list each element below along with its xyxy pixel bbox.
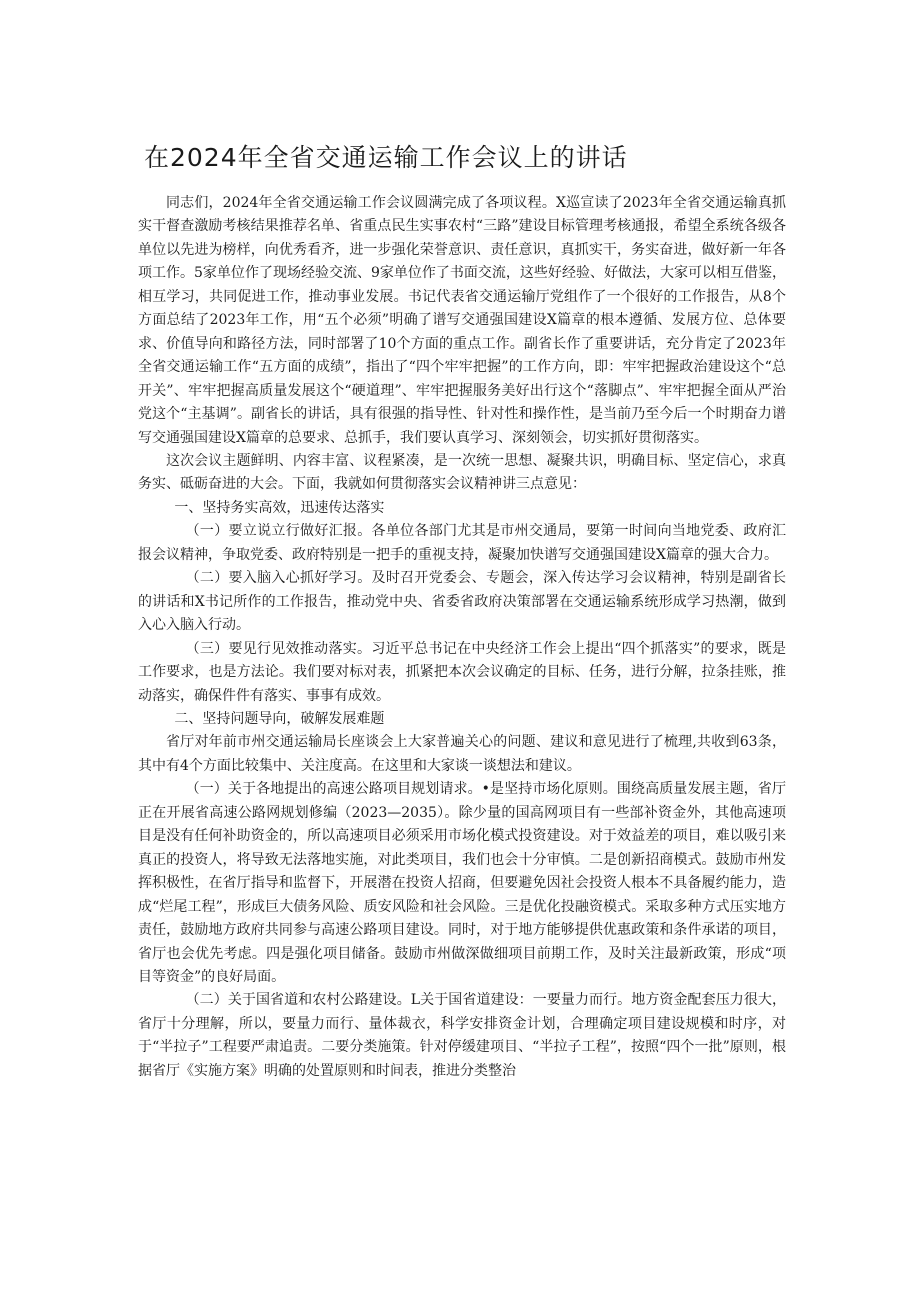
document-title: 在2024年全省交通运输工作会议上的讲话 [144,143,628,172]
paragraph-2-2: （二）关于国省道和农村公路建设。L关于国省道建设：一要量力而行。地方资金配套压力很大，省厅十分理解，所以，要量力而行、量体裁衣，科学安排资金计划，合理确定项目建设规模和时序，对于“半拉子”工程要严肃追责。二要分类施策。针对停缓建项目、“半拉子工程”，按照“四个一批”原则，根据省厅《实施方案》明确的处置原则和时间表，推进分类整治 [138,992,786,1079]
paragraph-opening: 同志们，2024年全省交通运输工作会议圆满完成了各项议程。X巡宣读了2023年全省交通运输真抓实干督查激励考核结果推荐名单、省重点民生实事农村“三路”建设目标管理考核通报，希望全系统各级各单位以先进为榜样，向优秀看齐，进一步强化荣誉意识、责任意识，真抓实干，务实奋进，做好新一年各项工作。5家单位作了现场经验交流、9家单位作了书面交流，这些好经验、好做法，大家可以相互借鉴，相互学习，共同促进工作，推动事业发展。书记代表省交通运输厅党组作了一个很好的工作报告，从8个方面总结了2023年工作，用“五个必须”明确了谱写交通强国建设X篇章的根本遵循、发展方位、总体要求、价值导向和路径方法，同时部署了10个方面的重点工作。副省长作了重要讲话，充分肯定了2023年全省交通运输工作“五方面的成绩”，指出了“四个牢牢把握”的工作方向，即：牢牢把握政治建设这个“总开关”、牢牢把握高质量发展这个“硬道理”、牢牢把握服务美好出行这个“落脚点”、牢牢把握全面从严治党这个“主基调”。副省长的讲话，具有很强的指导性、针对性和操作性，是当前乃至今后一个时期奋力谱写交通强国建设X篇章的总要求、总抓手，我们要认真学习、深刻领会，切实抓好贯彻落实。 [138,195,786,446]
paragraph-2-1: （一）关于各地提出的高速公路项目规划请求。•是坚持市场化原则。围绕高质量发展主题，省厅正在开展省高速公路网规划修编（2023—2035）。除少量的国高网项目有一些部补资金外，其他高速项目是没有任何补助资金的，所以高速项目必须采用市场化模式投资建设。对于效益差的项目，难以吸引来真正的投资人，将导致无法落地实施，对此类项目，我们也会十分审慎。二是创新招商模式。鼓励市州发挥积极性，在省厅指导和监督下，开展潜在投资人招商，但要避免因社会投资人根本不具备履约能力，造成“烂尾工程”，形成巨大债务风险、质安风险和社会风险。三是优化投融资模式。采取多种方式压实地方责任，鼓励地方政府共同参与高速公路项目建设。同时，对于地方能够提供优惠政策和条件承诺的项目，省厅也会优先考虑。四是强化项目储备。鼓励市州做深做细项目前期工作，及时关注最新政策，形成“项目等资金”的良好局面。 [138,781,786,985]
paragraph-2-intro: 省厅对年前市州交通运输局长座谈会上大家普遍关心的问题、建议和意见进行了梳理,共收到63条，其中有4个方面比较集中、关注度高。在这里和大家谈一谈想法和建议。 [138,734,786,774]
paragraph-1-2: （二）要入脑入心抓好学习。及时召开党委会、专题会，深入传达学习会议精神，特别是副省长的讲话和X书记所作的工作报告，推动党中央、省委省政府决策部署在交通运输系统形成学习热潮，做到入心入脑入行动。 [138,570,786,634]
section-heading-1: 一、坚持务实高效，迅速传达落实 [174,499,385,516]
paragraph-meeting-summary: 这次会议主题鲜明、内容丰富、议程紧凑，是一次统一思想、凝聚共识，明确目标、坚定信心，求真务实、砥砺奋进的大会。下面，我就如何贯彻落实会议精神讲三点意见： [138,452,786,493]
section-heading-2: 二、坚持问题导向，破解发展难题 [174,710,385,727]
paragraph-1-3: （三）要见行见效推动落实。习近平总书记在中央经济工作会上提出“四个抓落实”的要求，既是工作要求，也是方法论。我们要对标对表，抓紧把本次会议确定的目标、任务，进行分解，拉条挂账，推动落实，确保件件有落实、事事有成效。 [138,640,786,704]
document-page [138,140,786,1083]
paragraph-1-1: （一）要立说立行做好汇报。各单位各部门尤其是市州交通局，要第一时间向当地党委、政府汇报会议精神，争取党委、政府特别是一把手的重视支持，凝聚加快谱写交通强国建设X篇章的强大合力。 [138,523,786,563]
